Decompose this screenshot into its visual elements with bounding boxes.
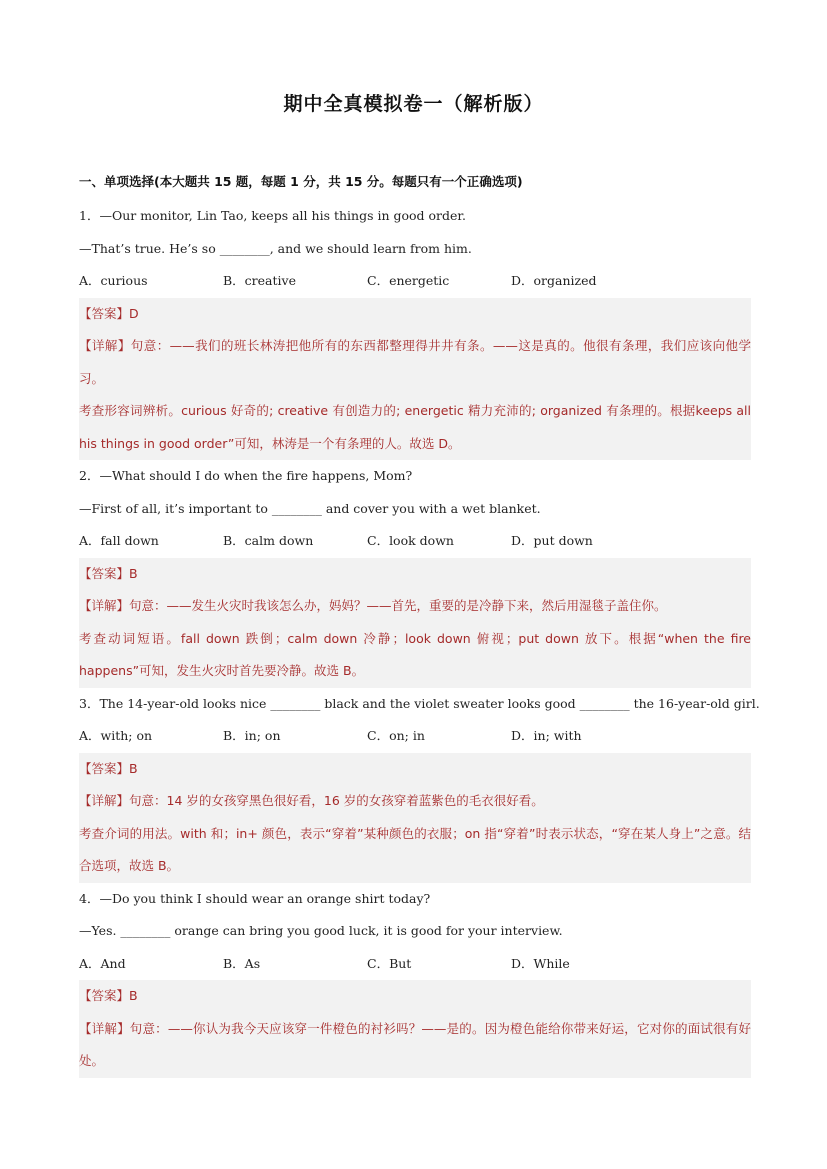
question-list bbox=[79, 200, 760, 1078]
page-title: 期中全真模拟卷一（解析版） bbox=[283, 93, 544, 115]
option-a: A．And bbox=[79, 955, 126, 971]
option-d: D．in; with bbox=[511, 728, 582, 743]
explanation-text: 【详解】句意：——我们的班长林涛把他所有的东西都整理得井井有条。——这是真的。他很有条理，我们应该向他学习。 bbox=[79, 338, 751, 386]
options-row bbox=[79, 265, 751, 298]
explanation-text: 【详解】句意：14 岁的女孩穿黑色很好看，16 岁的女孩穿着蓝紫色的毛衣很好看。 bbox=[79, 793, 544, 808]
answer-box bbox=[79, 980, 751, 1078]
option-b: B．calm down bbox=[223, 533, 314, 548]
option-d: D．organized bbox=[511, 273, 597, 288]
option-b: B．creative bbox=[223, 273, 296, 288]
question-item bbox=[79, 688, 760, 883]
analysis-text: 考查介词的用法。with 和；in+ 颜色，表示“穿着”某种颜色的衣服；on 指“穿着”时表示状态，“穿在某人身上”之意。结合选项，故选 B。 bbox=[79, 825, 751, 873]
option-d: D．While bbox=[511, 955, 570, 971]
options-row bbox=[79, 525, 751, 558]
analysis-text: 考查动词短语。fall down 跌倒；calm down 冷静；look down 俯视；put down 放下。根据“when the fire happens”可知，发生火灾时首先要冷静。故选 B。 bbox=[79, 630, 751, 678]
question-stem-line: 2．—What should I do when the fire happens, Mom? bbox=[79, 468, 413, 483]
options-row bbox=[79, 720, 751, 753]
answer-label: 【答案】B bbox=[79, 760, 138, 776]
answer-label: 【答案】B bbox=[79, 565, 138, 581]
question-item bbox=[79, 460, 751, 688]
option-d: D．put down bbox=[511, 533, 593, 548]
question-stem-line: —Yes. ________ orange can bring you good luck, it is good for your interview. bbox=[79, 923, 563, 938]
question-stem-line: —That’s true. He’s so ________, and we should learn from him. bbox=[79, 240, 472, 256]
option-b: B．As bbox=[223, 955, 261, 971]
answer-label: 【答案】D bbox=[79, 305, 139, 321]
option-c: C．energetic bbox=[367, 273, 450, 288]
option-b: B．in; on bbox=[223, 728, 281, 743]
option-a: A．fall down bbox=[79, 533, 159, 548]
question-item bbox=[79, 200, 751, 460]
options-row bbox=[79, 948, 751, 981]
section-heading: 一、单项选择(本大题共 15 题，每题 1 分，共 15 分。每题只有一个正确选项) bbox=[79, 174, 523, 189]
question-item bbox=[79, 883, 751, 1078]
answer-box bbox=[79, 558, 751, 688]
answer-label: 【答案】B bbox=[79, 988, 138, 1003]
answer-box bbox=[79, 298, 751, 461]
option-a: A．with; on bbox=[79, 728, 153, 743]
question-stem-line: 4．—Do you think I should wear an orange shirt today? bbox=[79, 890, 431, 906]
explanation-text: 【详解】句意：——你认为我今天应该穿一件橙色的衬衫吗？——是的。因为橙色能给你带来好运，它对你的面试很有好处。 bbox=[79, 1020, 751, 1068]
option-c: C．on; in bbox=[367, 728, 425, 743]
explanation-text: 【详解】句意：——发生火灾时我该怎么办，妈妈？——首先，重要的是冷静下来，然后用湿毯子盖住你。 bbox=[79, 598, 667, 613]
question-stem-line: —First of all, it’s important to ________ and cover you with a wet blanket. bbox=[79, 500, 541, 516]
analysis-text: 考查形容词辨析。curious 好奇的; creative 有创造力的; energetic 精力充沛的; organized 有条理的。根据keeps all his things in good order”可知，林涛是一个有条理的人。故选 D。 bbox=[79, 403, 751, 451]
question-stem-line: 1．—Our monitor, Lin Tao, keeps all his things in good order. bbox=[79, 208, 466, 223]
option-c: C．But bbox=[367, 955, 412, 971]
option-a: A．curious bbox=[79, 273, 148, 288]
answer-box bbox=[79, 753, 751, 883]
option-c: C．look down bbox=[367, 533, 454, 548]
question-stem-line: 3．The 14-year-old looks nice ________ black and the violet sweater looks good ________ the 16-year-old girl. bbox=[79, 695, 760, 711]
